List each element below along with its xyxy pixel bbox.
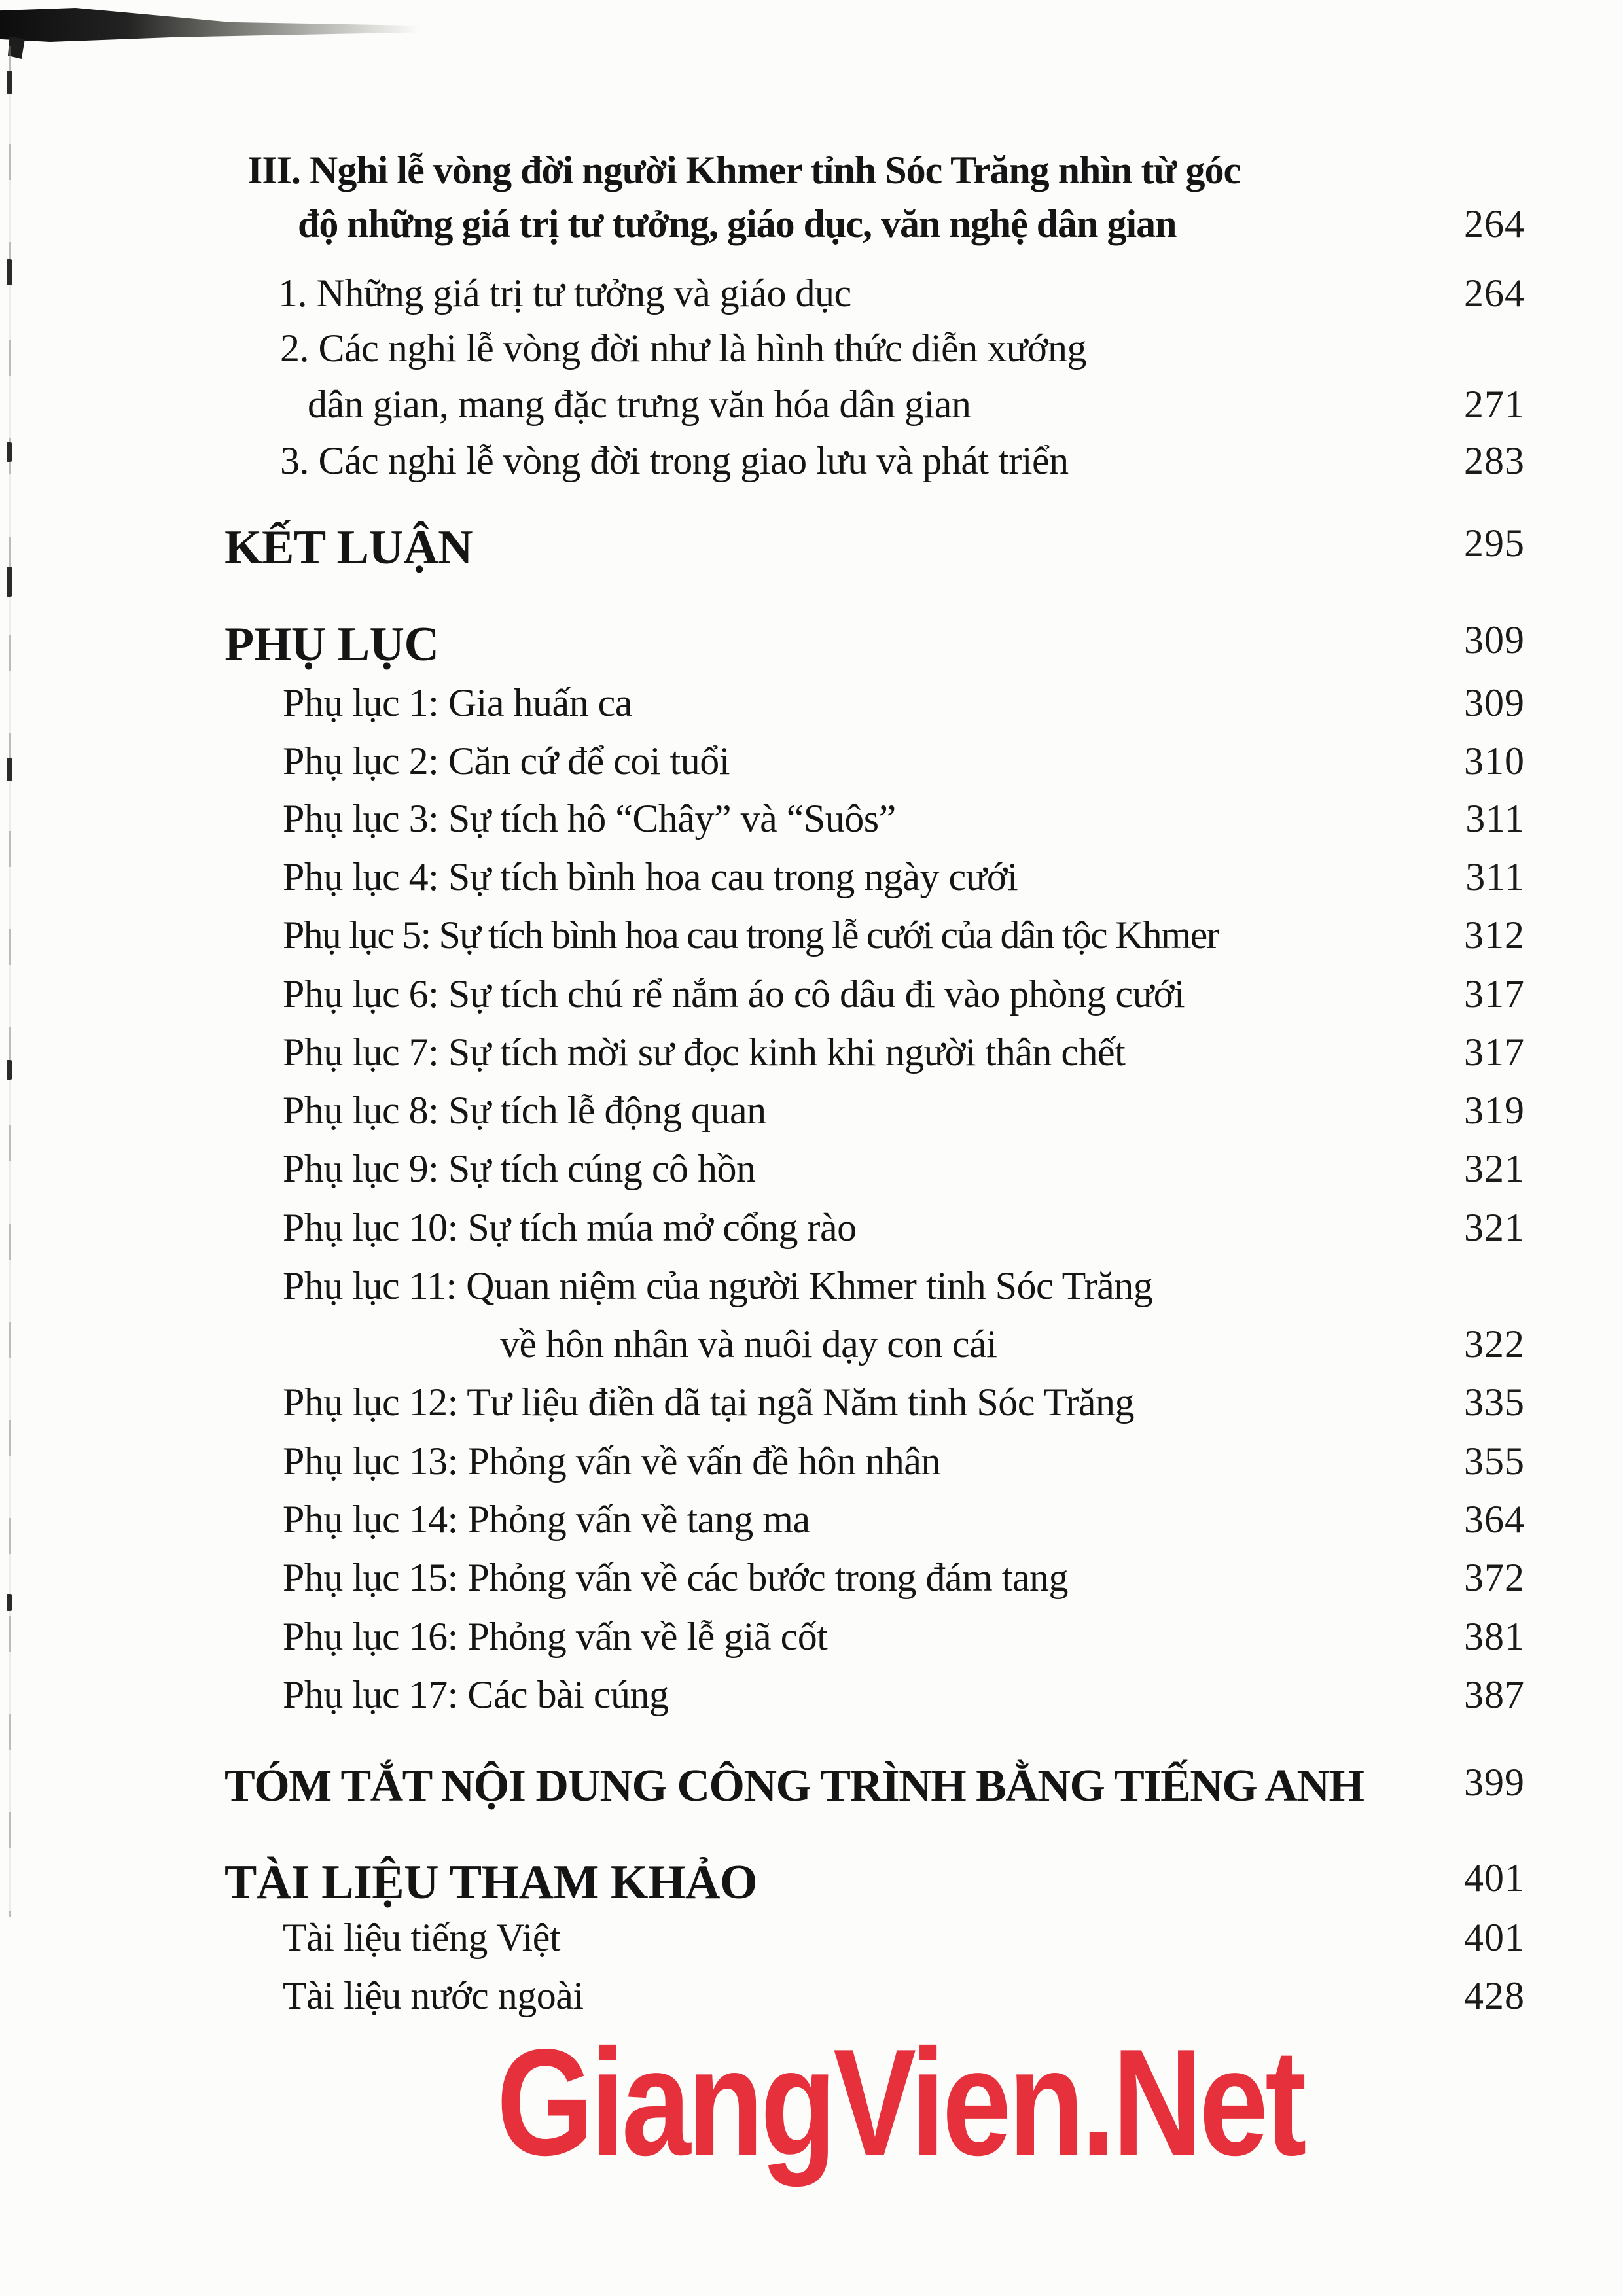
toc-entry-text: Phụ lục 7: Sự tích mời sư đọc kinh khi người thân chết: [283, 1031, 1126, 1074]
toc-entry-page: 271: [1464, 383, 1525, 426]
toc-entry-text: III. Nghi lễ vòng đời người Khmer tỉnh Sóc Trăng nhìn từ góc: [247, 149, 1241, 192]
toc-entry-text: Phụ lục 8: Sự tích lễ động quan: [283, 1089, 766, 1132]
toc-entry-page: 321: [1464, 1147, 1525, 1190]
scan-tick: [7, 71, 12, 94]
toc-entry-text: Phụ lục 14: Phỏng vấn về tang ma: [283, 1498, 810, 1541]
toc-entry-page: 364: [1464, 1498, 1525, 1541]
toc-entry-page: 309: [1464, 618, 1525, 662]
toc-entry-text: Phụ lục 9: Sự tích cúng cô hồn: [283, 1147, 756, 1190]
toc-entry-text: Phụ lục 11: Quan niệm của người Khmer tinh Sóc Trăng: [283, 1264, 1153, 1307]
toc-entry-text: Phụ lục 6: Sự tích chú rể nắm áo cô dâu đi vào phòng cưới: [283, 972, 1185, 1016]
toc-entry-text: Tài liệu nước ngoài: [283, 1974, 584, 2017]
toc-row-item2-line2: [308, 383, 1525, 426]
toc-row-appendix16: [283, 1616, 1525, 1658]
scan-tick: [7, 442, 12, 462]
scan-binding-line: [9, 46, 11, 1917]
toc-row-chapter3-line2: [298, 203, 1525, 245]
toc-entry-page: 312: [1464, 913, 1525, 957]
toc-entry-text: Phụ lục 15: Phỏng vấn về các bước trong đám tang: [283, 1556, 1068, 1599]
toc-row-appendix13: [283, 1440, 1525, 1483]
toc-entry-page: 311: [1465, 797, 1525, 840]
toc-entry-text: độ những giá trị tư tưởng, giáo dục, văn nghệ dân gian: [298, 202, 1177, 245]
toc-entry-text: TÀI LIỆU THAM KHẢO: [224, 1856, 758, 1909]
toc-entry-text: Phụ lục 2: Căn cứ để coi tuổi: [283, 739, 730, 783]
toc-entry-text: Phụ lục 3: Sự tích hô “Chây” và “Suôs”: [283, 797, 896, 840]
toc-row-appendix1: [283, 682, 1525, 724]
toc-entry-text: 3. Các nghi lễ vòng đời trong giao lưu và phát triển: [280, 439, 1069, 482]
toc-row-references-foreign: [283, 1975, 1525, 2017]
toc-entry-text: Phụ lục 13: Phỏng vấn về vấn đề hôn nhân: [283, 1439, 940, 1483]
toc-row-references-heading: [224, 1857, 1525, 1909]
toc-entry-page: 387: [1464, 1673, 1525, 1716]
toc-entry-page: 310: [1464, 739, 1525, 783]
toc-entry-page: 428: [1464, 1974, 1525, 2017]
toc-entry-text: Phụ lục 1: Gia huấn ca: [283, 681, 632, 724]
toc-entry-page: 321: [1464, 1206, 1525, 1249]
toc-entry-text: PHỤ LỤC: [224, 618, 439, 671]
toc-entry-text: 1. Những giá trị tư tưởng và giáo dục: [278, 272, 851, 315]
toc-row-appendix10: [283, 1207, 1525, 1249]
toc-row-appendix6: [283, 973, 1525, 1016]
toc-row-conclusion: [224, 522, 1525, 574]
toc-entry-text: Phụ lục 4: Sự tích bình hoa cau trong ngày cưới: [283, 855, 1018, 898]
toc-row-chapter3-line1: [247, 149, 1525, 192]
toc-row-appendix3: [283, 798, 1525, 840]
toc-row-appendix9: [283, 1148, 1525, 1190]
toc-entry-page: 322: [1464, 1322, 1525, 1366]
scan-tick: [7, 1060, 12, 1080]
toc-entry-page: 317: [1464, 1031, 1525, 1074]
toc-row-english-summary: [224, 1761, 1525, 1811]
toc-row-appendix15: [283, 1557, 1525, 1599]
toc-entry-page: 399: [1464, 1761, 1525, 1804]
toc-entry-page: 381: [1464, 1615, 1525, 1658]
toc-entry-page: 283: [1464, 439, 1525, 482]
toc-entry-page: 355: [1464, 1439, 1525, 1483]
toc-entry-text: 2. Các nghi lễ vòng đời như là hình thức diễn xướng: [280, 327, 1087, 370]
toc-entry-page: 295: [1464, 521, 1525, 565]
toc-entry-page: 309: [1464, 681, 1525, 724]
toc-row-appendix2: [283, 740, 1525, 783]
toc-entry-page: 335: [1464, 1381, 1525, 1424]
scan-artifact-corner: [0, 8, 419, 42]
toc-entry-page: 401: [1464, 1856, 1525, 1899]
toc-entry-text: về hôn nhân và nuôi dạy con cái: [500, 1322, 997, 1366]
toc-entry-text: KẾT LUẬN: [224, 521, 473, 574]
toc-entry-page: 264: [1464, 272, 1525, 315]
toc-entry-text: Tài liệu tiếng Việt: [283, 1916, 561, 1959]
toc-row-item3: [280, 440, 1525, 482]
toc-row-appendix11-line2: [500, 1323, 1525, 1366]
toc-row-appendix7: [283, 1031, 1525, 1074]
toc-entry-text: Phụ lục 17: Các bài cúng: [283, 1673, 669, 1716]
toc-row-appendix17: [283, 1674, 1525, 1716]
scan-tick: [7, 567, 12, 597]
toc-row-references-vietnamese: [283, 1916, 1525, 1959]
toc-entry-text: Phụ lục 10: Sự tích múa mở cổng rào: [283, 1206, 857, 1249]
scan-tick: [7, 1594, 12, 1611]
toc-row-appendix5: [283, 914, 1525, 957]
toc-entry-text: dân gian, mang đặc trưng văn hóa dân gian: [308, 383, 971, 426]
watermark: GiangVien.Net: [496, 2018, 1304, 2187]
toc-row-appendix12: [283, 1381, 1525, 1424]
toc-entry-page: 264: [1464, 202, 1525, 245]
toc-entry-page: 317: [1464, 972, 1525, 1016]
toc-entry-page: 319: [1464, 1089, 1525, 1132]
toc-entry-page: 311: [1465, 855, 1525, 898]
toc-row-appendix4: [283, 856, 1525, 898]
scan-tick: [7, 259, 12, 285]
toc-entry-text: Phụ lục 12: Tư liệu điền dã tại ngã Năm tinh Sóc Trăng: [283, 1381, 1134, 1424]
toc-entry-text: Phụ lục 16: Phỏng vấn về lễ giã cốt: [283, 1615, 828, 1658]
toc-row-item2-line1: [280, 327, 1525, 370]
toc-row-appendix-heading: [224, 619, 1525, 671]
scan-tick: [7, 758, 12, 781]
toc-entry-page: 372: [1464, 1556, 1525, 1599]
toc-entry-text: Phụ lục 5: Sự tích bình hoa cau trong lễ cưới của dân tộc Khmer: [283, 913, 1219, 957]
toc-entry-page: 401: [1464, 1916, 1525, 1959]
toc-row-appendix11-line1: [283, 1265, 1525, 1307]
toc-entry-text: TÓM TẮT NỘI DUNG CÔNG TRÌNH BẰNG TIẾNG ANH: [224, 1761, 1364, 1811]
toc-row-item1: [278, 272, 1525, 315]
toc-row-appendix8: [283, 1089, 1525, 1132]
toc-row-appendix14: [283, 1498, 1525, 1541]
